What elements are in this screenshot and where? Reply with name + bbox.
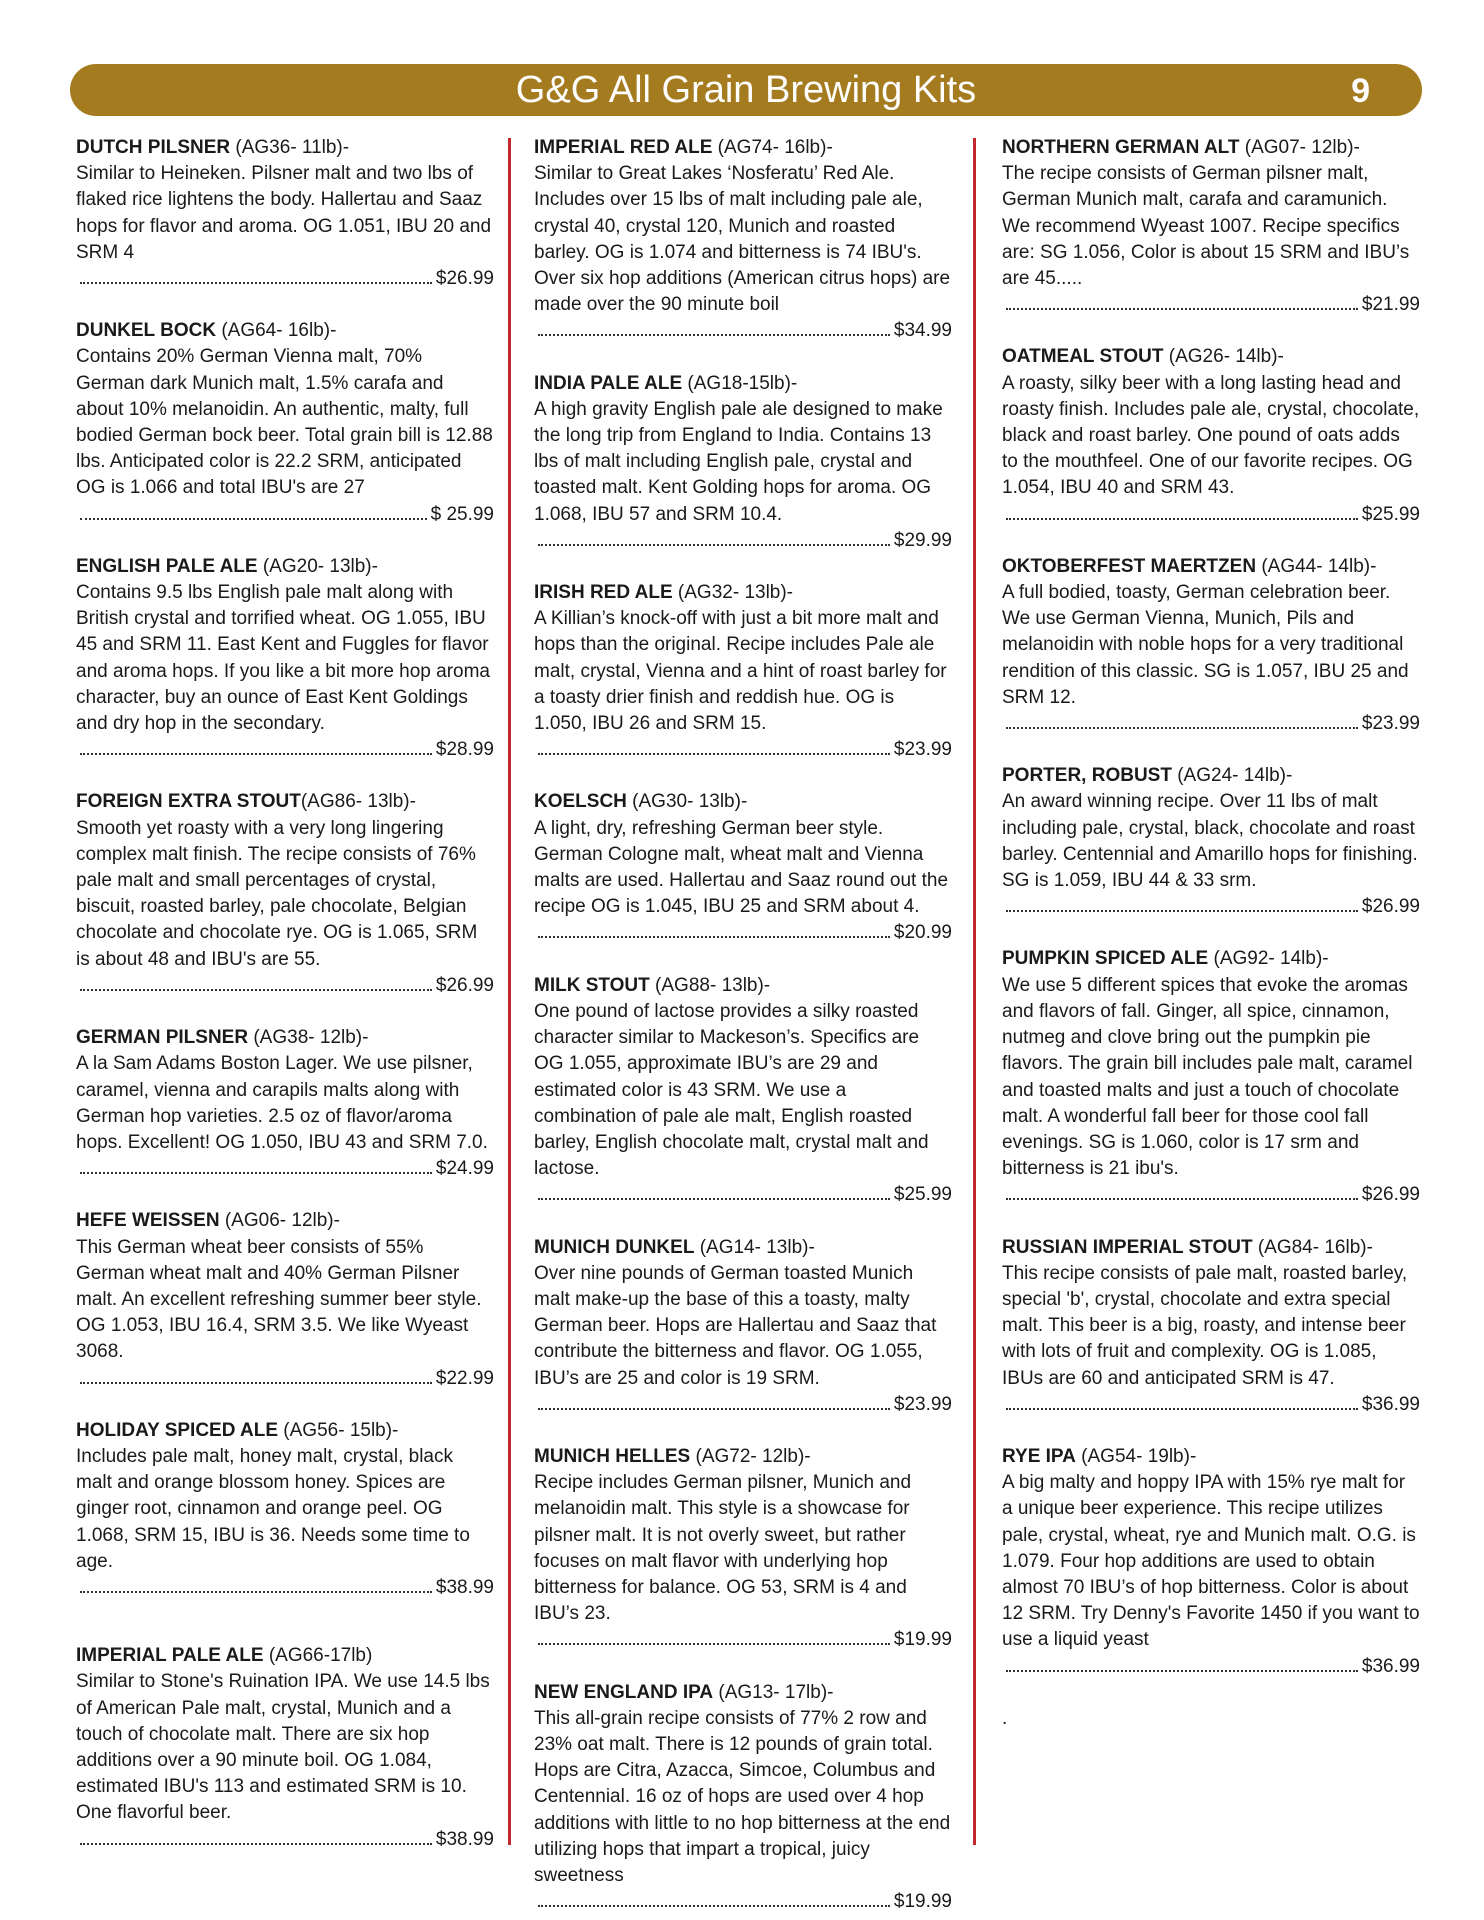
recipe-entry [1002,1444,1420,1680]
recipe-description: Similar to Stone's Ruination IPA. We use 14.5 lbs of American Pale malt, crystal, Munich and a touch of chocolate malt. There are six hop additions over a 90 minute boil. OG 1.084, estimated IBU's 113 and estimated SRM is 10. One flavorful beer. [76,1671,490,1824]
column-divider [973,138,976,1845]
recipe-name: INDIA PALE ALE [534,372,683,394]
recipe-heading [534,973,952,999]
price-leader [1006,308,1358,310]
price-leader [538,334,890,336]
recipe-entry [1002,946,1420,1208]
recipe-name: GERMAN PILSNER [76,1027,249,1049]
recipe-code: (AG06- 12lb)- [219,1210,340,1232]
recipe-name: MUNICH HELLES [534,1445,691,1467]
recipe-description: Recipe includes German pilsner, Munich and melanoidin malt. This style is a showcase for pilsner malt. It is not overly sweet, but rather focuses on malt flavor with underlying hop bitterness for balance. OG 53, SRM is 4 and IBU’s 23. [534,1472,912,1625]
recipe-entry [1002,1235,1420,1418]
recipe-name: HEFE WEISSEN [76,1210,220,1232]
recipe-price: $21.99 [1361,294,1420,316]
recipe-entry [76,135,494,292]
price-leader [1006,727,1358,729]
column-divider [508,138,511,1845]
recipe-heading [534,580,952,606]
recipe-description: Contains 9.5 lbs English pale malt along with British crystal and torrified wheat. OG 1.055, IBU 45 and SRM 11. East Kent and Fuggles for flavor and aroma hops. If you like a bit more hop aroma character, buy an ounce of East Kent Goldings and dry hop in the secondary. [76,582,491,735]
recipe-name: IRISH RED ALE [534,582,673,604]
recipe-price: $28.99 [435,739,494,761]
recipe-entry [76,554,494,764]
recipe-name: OKTOBERFEST MAERTZEN [1002,555,1257,577]
recipe-heading [76,318,494,344]
price-leader [538,936,890,938]
price-leader [80,1591,432,1593]
recipe-price: $38.99 [435,1576,494,1598]
recipe-name: OATMEAL STOUT [1002,346,1164,368]
recipe-code: (AG38- 12lb)- [248,1027,369,1049]
recipe-heading [76,1418,494,1444]
recipe-heading [534,1235,952,1261]
recipe-description: We use 5 different spices that evoke the aromas and flavors of fall. Ginger, all spice, cinnamon, nutmeg and clove bring out the pumpkin pie flavors. The grain bill includes pale malt, caramel and toasted malts and just a touch of chocolate malt. A wonderful fall beer for those cool fall evenings. SG is 1.060, color is 17 srm and bitterness is 21 ibu's. [1002,974,1413,1180]
price-leader [538,1905,890,1907]
price-leader [80,1172,432,1174]
recipe-name: HOLIDAY SPICED ALE [76,1419,279,1441]
recipe-name: IMPERIAL PALE ALE [76,1645,264,1667]
recipe-price: $26.99 [1361,896,1420,918]
recipe-price: $26.99 [1361,1184,1420,1206]
recipe-name: PUMPKIN SPICED ALE [1002,948,1209,970]
recipe-name: DUTCH PILSNER [76,137,231,158]
recipe-code: (AG14- 13lb)- [694,1236,815,1258]
recipe-description: A roasty, silky beer with a long lasting head and roasty finish. Includes pale ale, crystal, chocolate, black and roast barley. One pound of oats adds to the mouthfeel. One of our favorite recipes. OG 1.054, IBU 40 and SRM 43. [1002,372,1420,499]
recipe-heading [76,135,494,161]
price-leader [1006,1408,1358,1410]
recipe-code: (AG07- 12lb)- [1239,137,1360,158]
recipe-heading [1002,1235,1420,1261]
recipe-heading [1002,135,1420,161]
page-number: 9 [1351,72,1370,110]
recipe-description: One pound of lactose provides a silky roasted character similar to Mackeson’s. Specifics are OG 1.055, approximate IBU’s are 29 and estimated color is 43 SRM. We use a combination of pale ale malt, English roasted barley, English chocolate malt, crystal malt and lactose. [534,1000,929,1180]
recipe-description: This German wheat beer consists of 55% German wheat malt and 40% German Pilsner malt. An excellent refreshing summer beer style. OG 1.053, IBU 16.4, SRM 3.5. We like Wyeast 3068. [76,1236,482,1363]
recipe-heading [76,789,494,815]
recipe-code: (AG18-15lb)- [682,372,798,394]
price-leader [538,1643,890,1645]
recipe-entry [534,135,952,345]
recipe-entry [534,1444,952,1654]
recipe-description: Over nine pounds of German toasted Munich malt make-up the base of this a toasty, malty German beer. Hops are Hallertau and Saaz that contribute the bitterness and flavor. OG 1.055, IBU’s are 25 and color is 19 SRM. [534,1262,937,1389]
recipe-entry [534,973,952,1209]
recipe-name: KOELSCH [534,791,627,813]
price-leader [538,544,890,546]
recipe-description: This recipe consists of pale malt, roasted barley, special 'b', crystal, chocolate and extra special malt. This beer is a big, roasty, and intense beer with lots of fruit and complexity. OG is 1.085, IBUs are 60 and anticipated SRM is 47. [1002,1262,1408,1389]
recipe-heading [534,789,952,815]
recipe-entry [76,1643,494,1853]
recipe-price: $36.99 [1361,1655,1420,1677]
recipe-entry [1002,135,1420,318]
price-leader [80,989,432,991]
recipe-entry [534,789,952,946]
recipe-code: (AG56- 15lb)- [278,1419,399,1441]
price-leader [1006,518,1358,520]
recipe-name: NORTHERN GERMAN ALT [1002,137,1240,158]
recipe-description: A high gravity English pale ale designed to make the long trip from England to India. Contains 13 lbs of malt including English pale, crystal and toasted malt. Kent Golding hops for aroma. OG 1.068, IBU 57 and SRM 10.4. [534,398,943,525]
price-leader [80,1843,432,1845]
recipe-description: A big malty and hoppy IPA with 15% rye malt for a unique beer experience. This recipe utilizes pale, crystal, wheat, rye and Munich malt. O.G. is 1.079. Four hop additions are used to obtain almost 70 IBU’s of hop bitterness. Color is about 12 SRM. Try Denny's Favorite 1450 if you want to use a liquid yeast [1002,1472,1420,1651]
recipe-heading [1002,344,1420,370]
recipe-price: $19.99 [893,1629,952,1651]
recipe-entry [1002,344,1420,527]
price-leader [80,282,432,284]
recipe-price: $22.99 [435,1367,494,1389]
recipe-code: (AG74- 16lb)- [712,137,833,158]
page-title: G&G All Grain Brewing Kits [515,69,977,111]
column-2 [534,135,952,1915]
recipe-name: MUNICH DUNKEL [534,1236,695,1258]
recipe-entry [76,1418,494,1601]
recipe-description: Contains 20% German Vienna malt, 70% German dark Munich malt, 1.5% carafa and about 10% melanoidin. An authentic, malty, full bodied German bock beer. Total grain bill is 12.88 lbs. Anticipated color is 22.2 SRM, anticipated OG is 1.066 and total IBU's are 27 [76,346,493,499]
recipe-heading [534,1444,952,1470]
recipe-description: A la Sam Adams Boston Lager. We use pilsner, caramel, vienna and carapils malts along with German hop varieties. 2.5 oz of flavor/aroma hops. Excellent! OG 1.050, IBU 43 and SRM 7.0. [76,1053,488,1153]
price-leader [80,518,427,520]
recipe-code: (AG72- 12lb)- [690,1445,811,1467]
recipe-price: $36.99 [1361,1393,1420,1415]
recipe-description: The recipe consists of German pilsner malt, German Munich malt, carafa and caramunich. We recommend Wyeast 1007. Recipe specifics are: SG 1.056, Color is about 15 SRM and IBU’s are 45..... [1002,163,1410,290]
recipe-price: $24.99 [435,1158,494,1180]
recipe-entry [1002,554,1420,737]
price-leader [538,1408,890,1410]
recipe-name: FOREIGN EXTRA STOUT [76,791,301,813]
price-leader [538,753,890,755]
recipe-name: DUNKEL BOCK [76,320,217,342]
recipe-code: (AG66-17lb) [263,1645,373,1667]
recipe-price: $26.99 [435,974,494,996]
recipe-name: IMPERIAL RED ALE [534,137,713,158]
recipe-description: Includes pale malt, honey malt, crystal, black malt and orange blossom honey. Spices are ginger root, cinnamon and orange peel. OG 1.068, SRM 15, IBU is 36. Needs some time to age. [76,1445,470,1572]
recipe-heading [76,1208,494,1234]
recipe-price: $29.99 [893,529,952,551]
recipe-code: (AG92- 14lb)- [1208,948,1329,970]
column-3 [1002,135,1420,1732]
recipe-heading [76,1025,494,1051]
recipe-code: (AG20- 13lb)- [257,555,378,577]
recipe-description: Smooth yet roasty with a very long lingering complex malt finish. The recipe consists of 76% pale malt and small percentages of crystal, biscuit, roasted barley, pale chocolate, Belgian chocolate and chocolate rye. OG is 1.065, SRM is about 48 and IBU's are 55. [76,817,478,970]
recipe-description: An award winning recipe. Over 11 lbs of malt including pale, crystal, black, chocolate and roast barley. Centennial and Amarillo hops for finishing. SG is 1.059, IBU 44 & 33 srm. [1002,791,1418,892]
recipe-heading [534,371,952,397]
recipe-name: RUSSIAN IMPERIAL STOUT [1002,1236,1253,1258]
recipe-description: This all-grain recipe consists of 77% 2 row and 23% oat malt. There is 12 pounds of grain total. Hops are Citra, Azacca, Simcoe, Columbus and Centennial. 16 oz of hops are used over 4 hop additions with little to no hop bitterness at the end utilizing hops that impart a tropical, juicy sweetness [534,1707,951,1886]
recipe-entry [534,1680,952,1916]
recipe-description: A Killian’s knock-off with just a bit more malt and hops than the original. Recipe includes Pale ale malt, crystal, Vienna and a hint of roast barley for a toasty drier finish and reddish hue. OG is 1.050, IBU 26 and SRM 15. [534,608,947,735]
recipe-heading [534,1680,952,1706]
recipe-entry [76,789,494,999]
recipe-heading [1002,946,1420,972]
recipe-code: (AG32- 13lb)- [672,582,794,604]
recipe-price: $23.99 [1361,713,1420,735]
recipe-price: $34.99 [893,320,952,342]
recipe-name: PORTER, ROBUST [1002,765,1172,787]
recipe-code: (AG24- 14lb)- [1171,765,1293,787]
recipe-code: (AG88- 13lb)- [649,974,771,996]
recipe-price: $19.99 [893,1891,952,1913]
recipe-code: (AG13- 17lb)- [713,1681,834,1703]
column-1 [76,135,494,1853]
recipe-heading [534,135,952,161]
trailing-mark: . [1002,1707,1008,1729]
recipe-price: $25.99 [1361,503,1420,525]
recipe-entry [76,1025,494,1182]
recipe-code: (AG44- 14lb)- [1256,555,1377,577]
recipe-entry [76,318,494,528]
recipe-entry [534,1235,952,1418]
recipe-name: NEW ENGLAND IPA [534,1681,714,1703]
price-leader [80,753,432,755]
recipe-entry [1002,763,1420,920]
recipe-description: A light, dry, refreshing German beer style. German Cologne malt, wheat malt and Vienna malts are used. Hallertau and Saaz round out the recipe OG is 1.045, IBU 25 and SRM about 4. [534,817,949,918]
price-leader [1006,910,1358,912]
recipe-price: $38.99 [435,1828,494,1850]
recipe-code: (AG84- 16lb)- [1252,1236,1373,1258]
header-banner [70,64,1422,116]
recipe-code: (AG86- 13lb)- [300,791,416,813]
recipe-heading [76,1643,494,1669]
price-leader [80,1382,432,1384]
recipe-code: (AG36- 11lb)- [230,137,350,158]
recipe-price: $26.99 [435,268,494,290]
recipe-price: $ 25.99 [430,503,494,525]
recipe-code: (AG54- 19lb)- [1075,1445,1197,1467]
recipe-price: $25.99 [893,1184,952,1206]
recipe-code: (AG26- 14lb)- [1163,346,1284,368]
recipe-price: $20.99 [893,922,952,944]
recipe-heading [1002,554,1420,580]
recipe-name: RYE IPA [1002,1445,1076,1467]
recipe-code: (AG64- 16lb)- [216,320,337,342]
recipe-entry [534,371,952,554]
recipe-code: (AG30- 13lb)- [626,791,748,813]
price-leader [1006,1198,1358,1200]
recipe-description: Similar to Great Lakes ‘Nosferatu’ Red Ale. Includes over 15 lbs of malt including pale ale, crystal 40, crystal 120, Munich and roasted barley. OG is 1.074 and bitterness is 74 IBU's. Over six hop additions (American citrus hops) are made over the 90 minute boil [534,163,951,316]
recipe-name: ENGLISH PALE ALE [76,555,258,577]
recipe-name: MILK STOUT [534,974,650,996]
price-leader [1006,1670,1358,1672]
recipe-entry [76,1208,494,1391]
recipe-price: $23.99 [893,739,952,761]
recipe-heading [76,554,494,580]
recipe-description: Similar to Heineken. Pilsner malt and two lbs of flaked rice lightens the body. Hallertau and Saaz hops for flavor and aroma. OG 1.051, IBU 20 and SRM 4 [76,163,492,263]
price-leader [538,1198,890,1200]
recipe-description: A full bodied, toasty, German celebration beer. We use German Vienna, Munich, Pils and melanoidin with noble hops for a very traditional rendition of this classic. SG is 1.057, IBU 25 and SRM 12. [1002,582,1409,708]
recipe-entry [534,580,952,763]
recipe-heading [1002,763,1420,789]
recipe-heading [1002,1444,1420,1470]
recipe-price: $23.99 [893,1393,952,1415]
